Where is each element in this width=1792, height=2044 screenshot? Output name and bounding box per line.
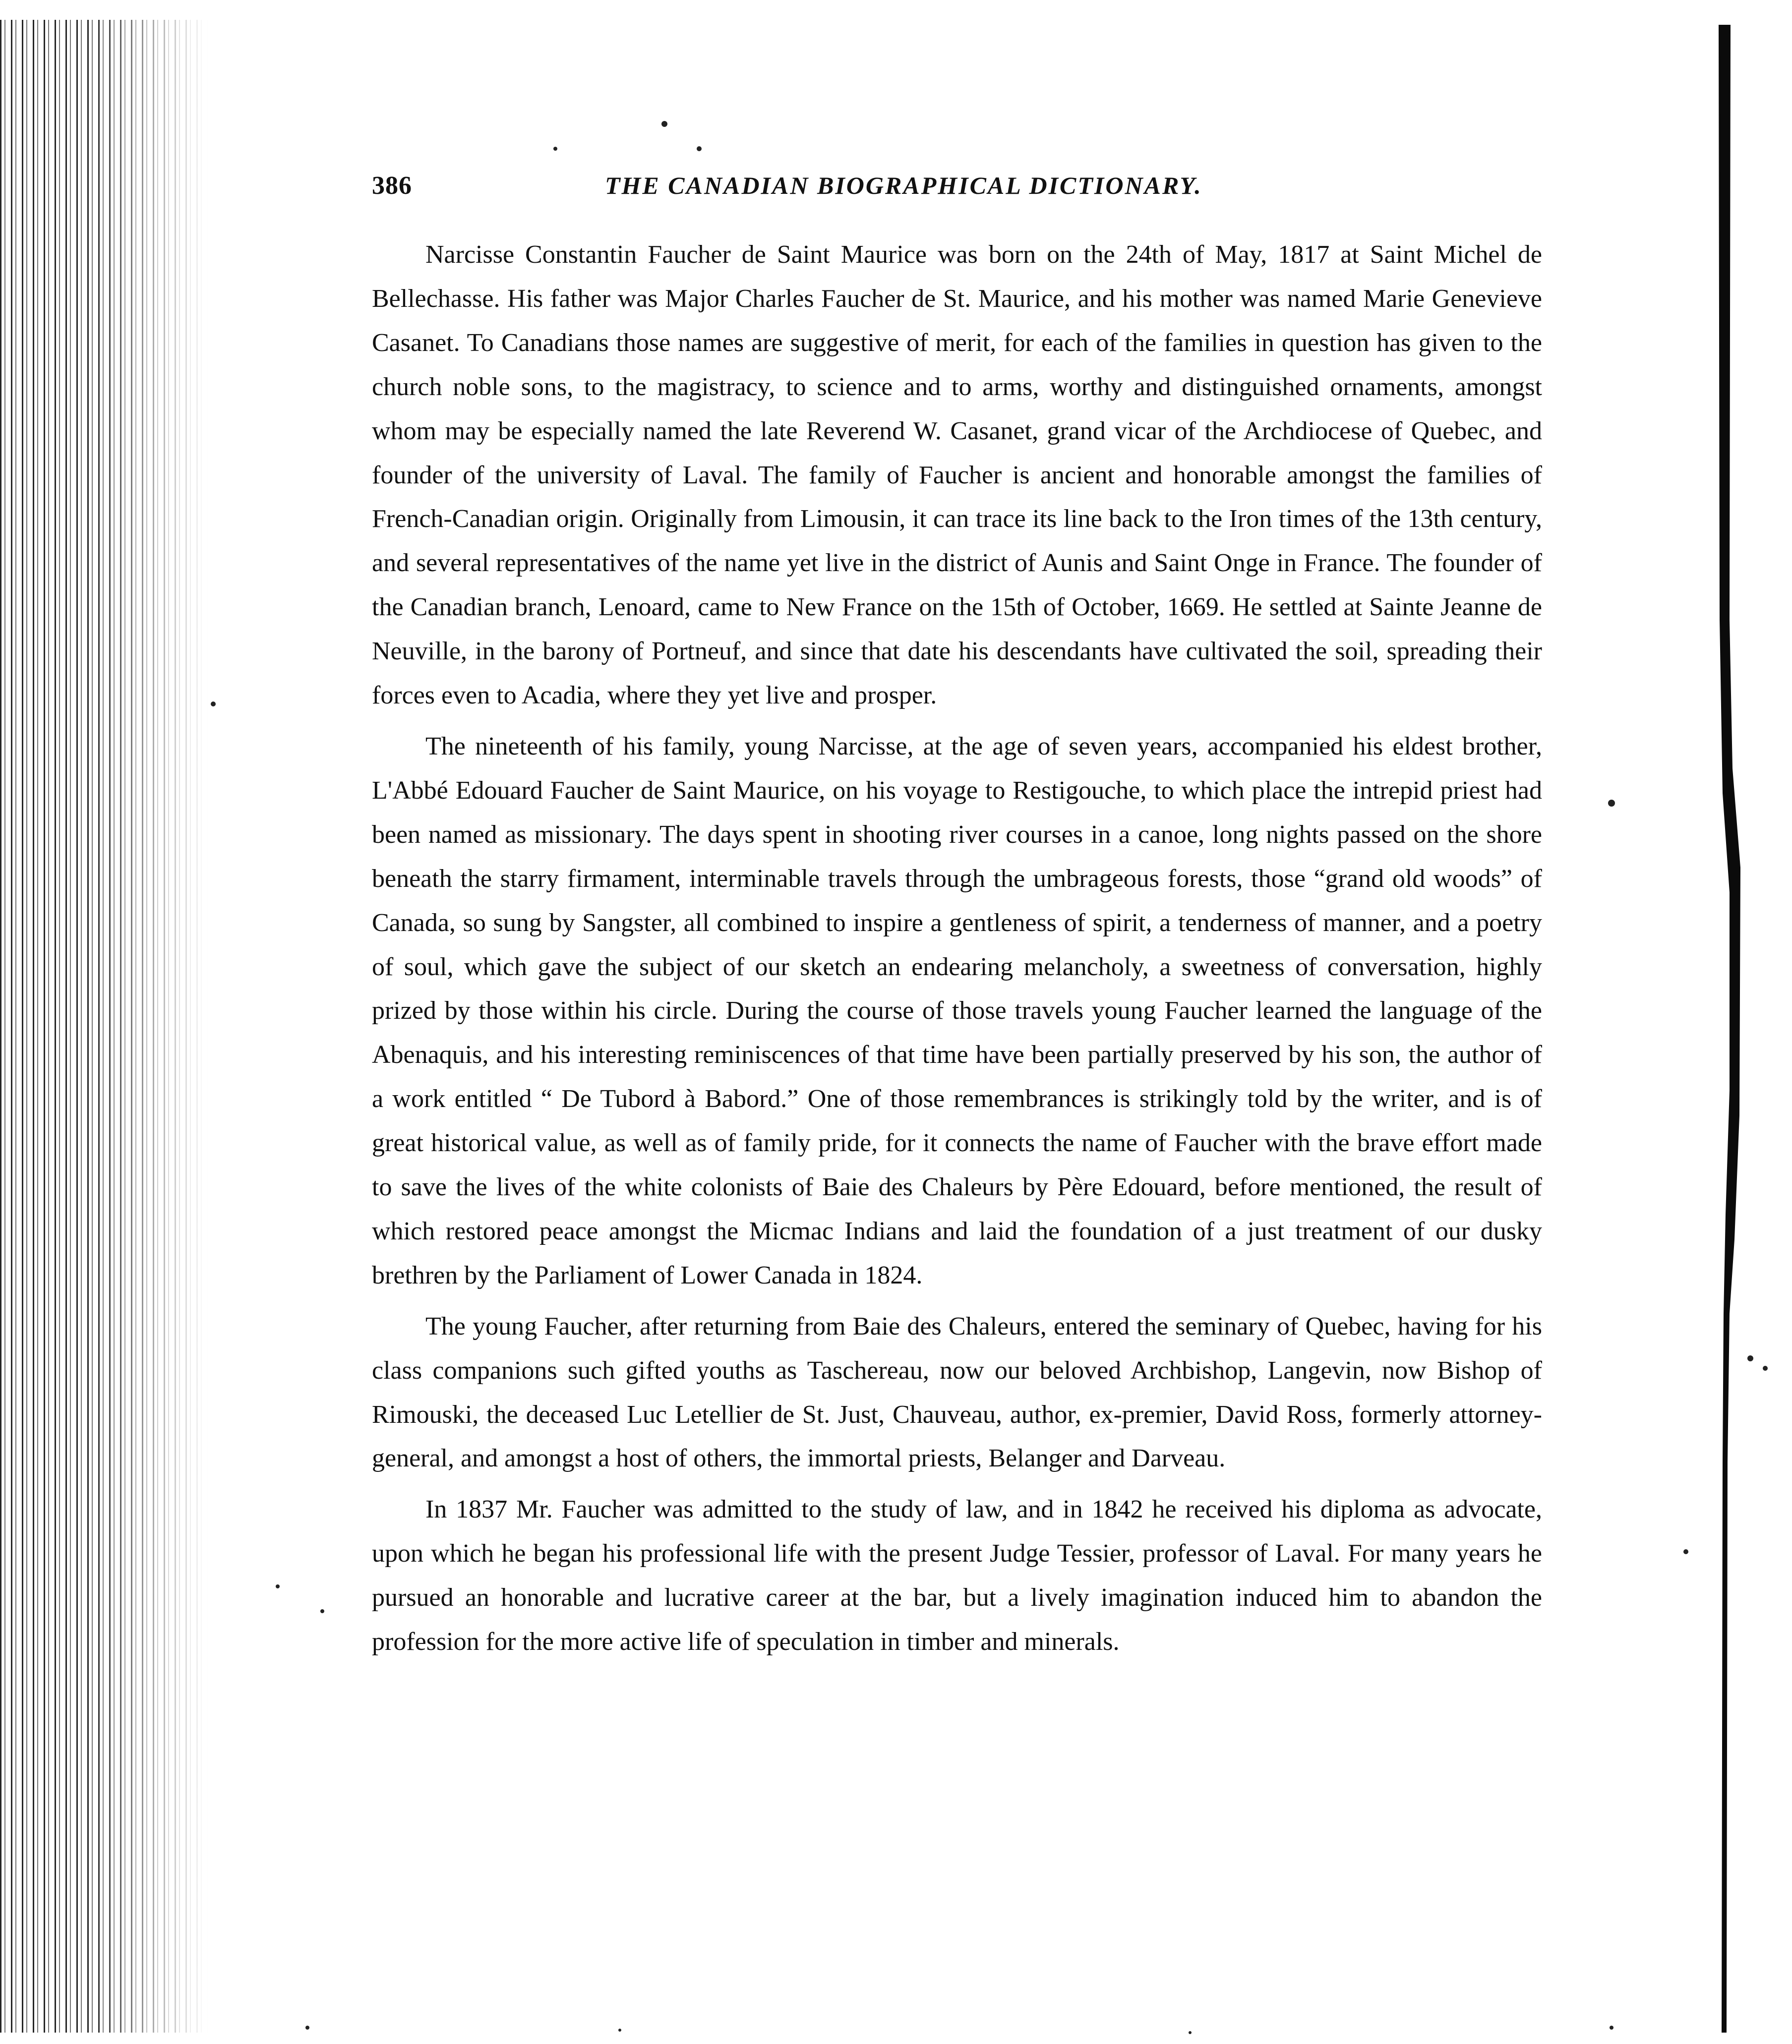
page-edge-rule <box>1710 25 1744 2033</box>
scan-binding-shadow <box>0 20 208 2033</box>
page-number: 386 <box>372 172 412 200</box>
paragraph-2: The nineteenth of his family, young Narcisse, at the age of seven years, accompanied his eldest brother, L'Abbé Edouard Faucher de Saint Maurice, on his voyage to Restigouche, to which place the intrepid priest had been named as missionary. The days spent in shooting river courses in a canoe, long nights passed on the shore beneath the starry firmament, interminable travels through the umbrageous forests, those “grand old woods” of Canada, so sung by Sangster, all combined to inspire a gentleness of spirit, a tenderness of manner, and a poetry of soul, which gave the subject of our sketch an endearing melancholy, a sweetness of conversation, highly prized by those within his circle. During the course of those travels young Faucher learned the language of the Abenaquis, and his interesting reminiscences of that time have been partially preserved by his son, the author of a work entitled “ De Tubord à Babord.” One of those remembrances is strikingly told by the writer, and is of great historical value, as well as of family pride, for it connects the name of Faucher with the brave effort made to save the lives of the white colonists of Baie des Chaleurs by Père Edouard, before mentioned, the result of which restored peace amongst the Micmac Indians and laid the foundation of a just treatment of our dusky brethren by the Parliament of Lower Canada in 1824. <box>372 732 1542 1289</box>
body-text <box>372 233 1542 1671</box>
paragraph-1: Narcisse Constantin Faucher de Saint Maurice was born on the 24th of May, 1817 at Saint Michel de Bellechasse. His father was Major Charles Faucher de St. Maurice, and his mother was named Marie Genevieve Casanet. To Canadians those names are suggestive of merit, for each of the families in question has given to the church noble sons, to the magistracy, to science and to arms, worthy and distinguished ornaments, amongst whom may be especially named the late Reverend W. Casanet, grand vicar of the Archdiocese of Quebec, and founder of the university of Laval. The family of Faucher is ancient and honorable amongst the families of French-Canadian origin. Originally from Limousin, it can trace its line back to the Iron times of the 13th century, and several representatives of the name yet live in the district of Aunis and Saint Onge in France. The founder of the Canadian branch, Lenoard, came to New France on the 15th of October, 1669. He settled at Sainte Jeanne de Neuville, in the barony of Portneuf, and since that date his descendants have cultivated the soil, spreading their forces even to Acadia, where they yet live and prosper. <box>372 240 1542 710</box>
paragraph-4: In 1837 Mr. Faucher was admitted to the study of law, and in 1842 he received his diploma as advocate, upon which he began his professional life with the present Judge Tessier, professor of Laval. For many years he pursued an honorable and lucrative career at the bar, but a lively imagination induced him to abandon the profession for the more active life of speculation in timber and minerals. <box>372 1495 1542 1656</box>
paragraph-3: The young Faucher, after returning from Baie des Chaleurs, entered the seminary of Quebec, having for his class companions such gifted youths as Taschereau, now our beloved Archbishop, Langevin, now Bishop of Rimouski, the deceased Luc Letellier de St. Just, Chauveau, author, ex-premier, David Ross, formerly attorney-general, and amongst a host of others, the immortal priests, Belanger and Darveau. <box>372 1312 1542 1473</box>
running-title: THE CANADIAN BIOGRAPHICAL DICTIONARY. <box>605 172 1202 199</box>
page-header <box>372 171 1542 216</box>
